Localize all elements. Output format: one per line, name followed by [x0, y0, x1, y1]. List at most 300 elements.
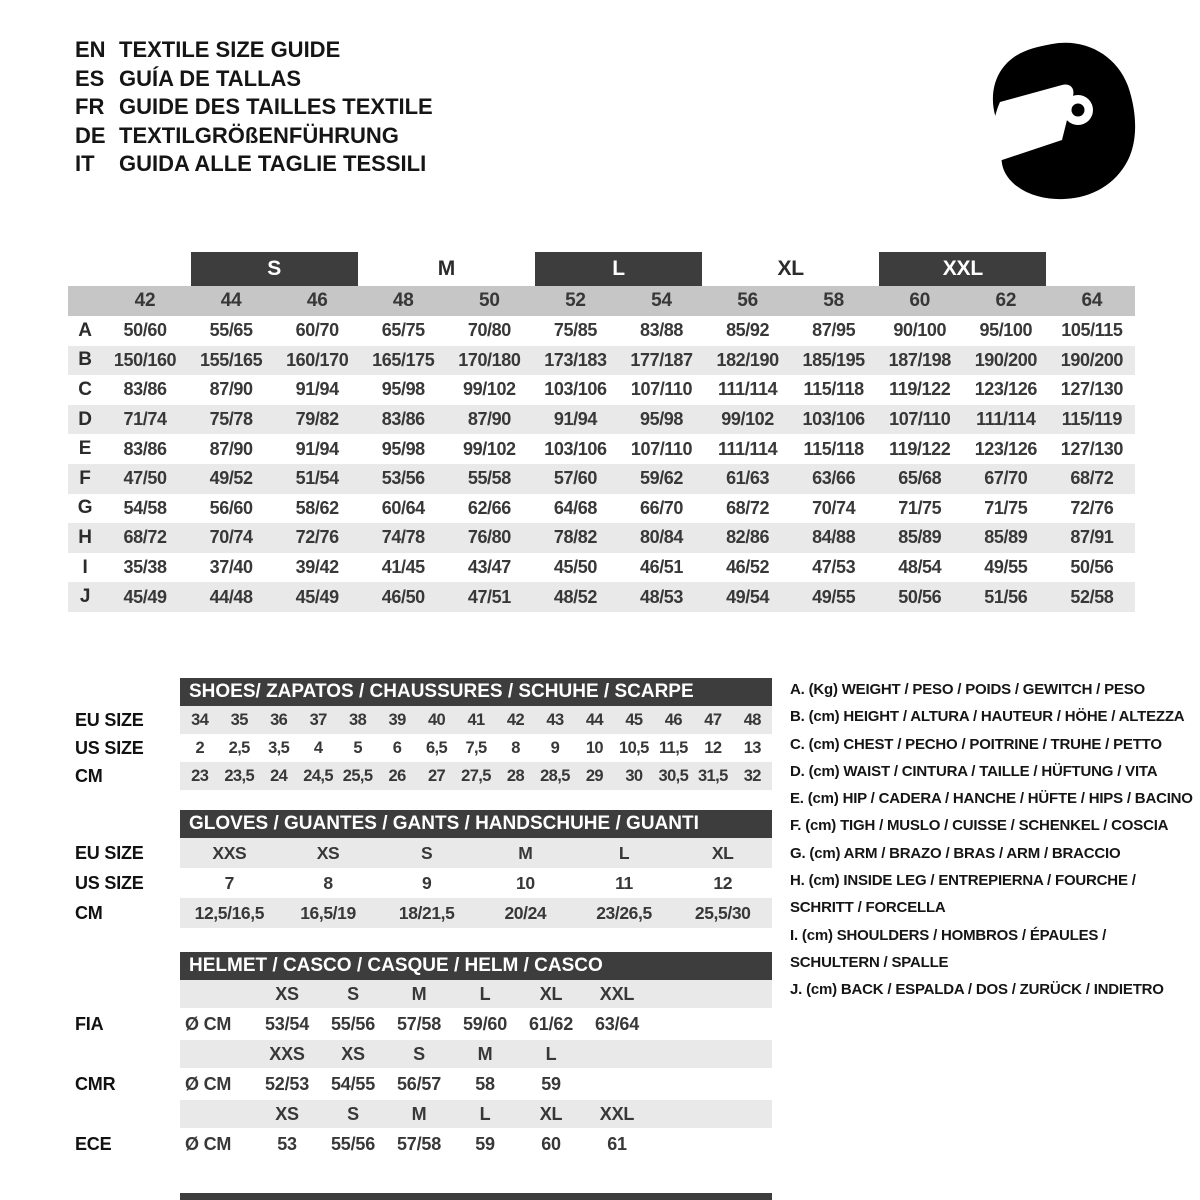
size-value: 23/26,5 [596, 902, 652, 923]
gloves-band [180, 838, 772, 868]
legend-item [790, 840, 1192, 867]
measure-value: 111/114 [717, 379, 778, 400]
row-label: CM [75, 765, 103, 786]
measure-value: 61/63 [726, 468, 770, 489]
numeric-size: 46 [306, 290, 328, 311]
helmet-size: M [411, 983, 427, 1004]
measure-value: 177/187 [630, 349, 693, 370]
section-label-spacer [68, 952, 180, 980]
measure-value: 47/51 [467, 586, 511, 607]
measure-row-d [68, 405, 1135, 435]
measure-row-c [68, 375, 1135, 405]
language-title: GUÍA DE TALLAS [119, 65, 302, 91]
measurement-legend [790, 676, 1192, 1004]
row-letter: B [78, 349, 92, 371]
measure-value: 63/66 [812, 468, 856, 489]
measure-value: 155/165 [199, 349, 263, 370]
helmet-size: L [545, 1043, 557, 1064]
measure-value: 127/130 [1060, 438, 1124, 459]
measure-value: 48/53 [639, 586, 684, 607]
helmet-value: 52/53 [264, 1073, 310, 1094]
helmet-size: M [477, 1043, 493, 1064]
legend-line: H. (cm) INSIDE LEG / ENTREPIERNA / FOURCHE / [790, 872, 1136, 890]
measure-value: 115/119 [1061, 409, 1123, 430]
size-value: 34 [191, 710, 209, 729]
size-value: 47 [704, 710, 722, 729]
measure-value: 87/90 [209, 438, 253, 459]
measure-value: 74/78 [381, 527, 425, 548]
size-value: 12,5/16,5 [194, 902, 265, 923]
numeric-size: 50 [478, 290, 500, 311]
measure-value: 107/110 [630, 438, 693, 459]
helmet-size: L [479, 983, 491, 1004]
size-value: 8 [511, 738, 520, 757]
row-label: EU SIZE [75, 842, 144, 863]
size-value: 12 [713, 872, 733, 893]
legend-item [790, 785, 1192, 812]
helmet-value-band [180, 1068, 772, 1100]
measure-value: 107/110 [889, 409, 951, 430]
size-group-xxl: XXL [879, 252, 1046, 286]
row-label-spacer [68, 1100, 180, 1128]
row-letter: C [78, 378, 92, 400]
measure-value: 68/72 [726, 497, 770, 518]
size-value: 30 [625, 766, 643, 785]
size-value: 9 [422, 872, 432, 893]
legend-item [790, 731, 1192, 758]
size-value: 4 [313, 738, 323, 757]
size-value: 31,5 [697, 766, 728, 785]
helmet-value: 56/57 [396, 1073, 442, 1094]
size-value: 6,5 [425, 738, 448, 757]
helmet-value-band [180, 1128, 772, 1160]
measure-value: 50/56 [898, 586, 942, 607]
row-letter: A [78, 319, 92, 341]
legend-line: SCHRITT / FORCELLA [790, 899, 946, 917]
shoes-band [180, 734, 772, 762]
measure-value: 182/190 [716, 349, 779, 370]
measure-value: 111/114 [976, 409, 1036, 430]
numeric-size: 62 [995, 290, 1017, 311]
helmet-value: 58 [475, 1073, 495, 1094]
language-title: GUIDA ALLE TAGLIE TESSILI [119, 151, 427, 176]
helmet-size-row [68, 1100, 1135, 1128]
measure-value: 68/72 [123, 527, 167, 548]
measure-value: 105/115 [1061, 320, 1123, 341]
helmet-size-band [180, 980, 772, 1008]
measure-value: 65/68 [898, 468, 942, 489]
helmet-value: 53 [277, 1133, 297, 1154]
measure-value: 83/86 [123, 379, 167, 400]
size-value: 39 [388, 710, 406, 729]
language-title: TEXTILE SIZE GUIDE [119, 37, 341, 62]
size-group-row [68, 252, 1135, 286]
row-letter: D [78, 408, 92, 430]
measure-value: 70/80 [467, 320, 511, 341]
measure-value: 71/74 [123, 409, 167, 430]
size-value: 10,5 [619, 738, 649, 757]
measure-value: 67/70 [984, 468, 1028, 489]
language-row [75, 93, 433, 122]
measure-value: 51/54 [295, 468, 339, 489]
numeric-size: 42 [134, 290, 156, 311]
measure-value: 115/118 [803, 438, 864, 459]
measure-value: 47/50 [123, 468, 167, 489]
size-value: 2,5 [228, 738, 250, 757]
shoes-band [180, 762, 772, 790]
language-header [75, 36, 433, 179]
legend-line: F. (cm) TIGH / MUSLO / CUISSE / SCHENKEL / COSCIA [790, 817, 1169, 835]
size-value: 18/21,5 [398, 902, 455, 923]
language-row [75, 36, 433, 65]
measure-value: 99/102 [463, 379, 516, 400]
helmet-value: 54/55 [330, 1073, 376, 1094]
legend-line: B. (cm) HEIGHT / ALTURA / HAUTEUR / HÖHE / ALTEZZA [790, 708, 1185, 726]
measure-value: 60/64 [381, 497, 425, 518]
size-value: 42 [506, 710, 525, 729]
size-value: 44 [585, 710, 603, 729]
row-letter: H [78, 526, 92, 548]
cutoff-section-bar [180, 1193, 772, 1200]
size-value: 35 [230, 710, 248, 729]
measure-row-i [68, 553, 1135, 583]
measure-value: 190/200 [974, 349, 1037, 370]
shoes-title-bar: SHOES/ ZAPATOS / CHAUSSURES / SCHUHE / SCARPE [180, 678, 772, 706]
group-spacer [1051, 252, 1135, 286]
measure-value: 48/52 [553, 586, 597, 607]
measure-value: 119/122 [889, 438, 951, 459]
measure-value: 99/102 [463, 438, 516, 459]
measure-row-f [68, 464, 1135, 494]
helmet-value: 60 [541, 1133, 561, 1154]
helmet-size-band [180, 1100, 772, 1128]
measure-value: 44/48 [209, 586, 253, 607]
size-group-xl: XL [777, 257, 804, 280]
measure-value: 35/38 [123, 557, 167, 578]
helmet-value: 63/64 [594, 1013, 640, 1034]
size-value: 13 [743, 738, 761, 757]
measure-value: 39/42 [295, 557, 339, 578]
measure-value: 46/50 [381, 586, 425, 607]
measure-row-h [68, 523, 1135, 553]
numeric-size-row [68, 286, 1135, 316]
measure-value: 160/170 [286, 349, 349, 370]
measure-value: 85/92 [726, 320, 770, 341]
shoes-band [180, 706, 772, 734]
size-group-s: S [191, 252, 358, 286]
row-label-spacer [68, 286, 102, 316]
helmet-size: XS [341, 1043, 365, 1064]
row-letter: G [77, 497, 93, 519]
size-value: 8 [323, 872, 333, 893]
helmet-value: 57/58 [396, 1013, 442, 1034]
measure-value: 123/126 [974, 379, 1037, 400]
size-value: 27 [427, 766, 446, 785]
measure-value: 59/62 [639, 468, 684, 489]
measure-value: 70/74 [812, 497, 856, 518]
size-value: 37 [309, 710, 327, 729]
measure-value: 49/55 [984, 557, 1028, 578]
standard-label: FIA [75, 1013, 104, 1034]
numeric-size: 52 [565, 290, 586, 311]
size-value: 2 [195, 738, 205, 757]
helmet-size: S [347, 983, 359, 1004]
measure-value: 76/80 [467, 527, 511, 548]
measure-value: 41/45 [381, 557, 425, 578]
legend-line: I. (cm) SHOULDERS / HOMBROS / ÉPAULES / [790, 926, 1107, 944]
helmet-value-band [180, 1008, 772, 1040]
measure-value: 85/89 [898, 527, 942, 548]
measure-value: 64/68 [553, 497, 597, 518]
helmet-size: XXL [599, 983, 635, 1004]
helmet-size: S [413, 1043, 425, 1064]
size-value: 6 [392, 738, 402, 757]
size-value: XXS [212, 842, 247, 863]
language-row [75, 150, 433, 179]
gloves-band [180, 868, 772, 898]
measure-value: 54/58 [123, 497, 167, 518]
row-label-spacer [68, 1040, 180, 1068]
size-value: 7 [224, 872, 234, 893]
measure-value: 91/94 [553, 409, 597, 430]
measure-value: 37/40 [209, 557, 253, 578]
measure-value: 52/58 [1070, 586, 1114, 607]
measure-row-a [68, 316, 1135, 346]
measure-value: 48/54 [898, 557, 942, 578]
measure-value: 99/102 [721, 409, 774, 430]
measure-value: 185/195 [802, 349, 865, 370]
size-value: M [518, 842, 533, 863]
row-label-spacer [68, 980, 180, 1008]
helmet-value: 59 [541, 1073, 561, 1094]
size-group-m: M [437, 257, 455, 280]
measure-value: 119/122 [889, 379, 951, 400]
measure-value: 87/95 [812, 320, 856, 341]
measure-value: 173/183 [544, 349, 607, 370]
helmet-size: XL [539, 1103, 563, 1124]
language-title: GUIDE DES TAILLES TEXTILE [119, 94, 433, 119]
helmet-size: XXL [599, 1103, 635, 1124]
helmet-title-bar: HELMET / CASCO / CASQUE / HELM / CASCO [180, 952, 772, 980]
unit-label: Ø CM [185, 1073, 232, 1094]
size-value: S [421, 842, 433, 863]
measure-value: 71/75 [984, 497, 1028, 518]
measure-value: 95/98 [639, 409, 684, 430]
measure-value: 72/76 [295, 527, 339, 548]
size-value: 23,5 [224, 766, 255, 785]
numeric-size: 48 [392, 290, 414, 311]
measure-value: 115/118 [803, 379, 864, 400]
measure-value: 83/86 [123, 438, 167, 459]
measure-value: 49/52 [209, 468, 253, 489]
row-letter: I [82, 556, 88, 578]
measure-value: 187/198 [888, 349, 951, 370]
legend-line: SCHULTERN / SPALLE [790, 953, 949, 971]
measure-value: 53/56 [381, 468, 425, 489]
helmet-size: M [411, 1103, 427, 1124]
measure-row-j [68, 582, 1135, 612]
size-value: 16,5/19 [300, 902, 356, 923]
helmet-size-band [180, 1040, 772, 1068]
measure-value: 60/70 [295, 320, 339, 341]
measure-value: 190/200 [1060, 349, 1124, 370]
language-code: FR [75, 94, 105, 119]
legend-line: A. (Kg) WEIGHT / PESO / POIDS / GEWITCH / PESO [790, 681, 1145, 698]
measure-value: 170/180 [458, 349, 521, 370]
size-value: 25,5/30 [694, 902, 751, 923]
measure-value: 87/91 [1070, 527, 1114, 548]
helmet-size: XS [275, 983, 299, 1004]
row-letter: E [78, 438, 92, 460]
row-label-spacer [68, 252, 102, 286]
legend-item [790, 867, 1192, 922]
size-value: 24,5 [303, 766, 333, 785]
measure-value: 123/126 [974, 438, 1037, 459]
legend-item [790, 676, 1192, 703]
numeric-size: 54 [651, 290, 672, 311]
measure-value: 50/60 [123, 320, 167, 341]
garment-size-table [68, 252, 1135, 612]
helmet-value: 61 [607, 1133, 627, 1154]
helmet-size-row [68, 1040, 1135, 1068]
helmet-size: XL [539, 983, 563, 1004]
measure-value: 55/65 [209, 320, 253, 341]
size-value: 40 [427, 710, 446, 729]
measure-value: 43/47 [467, 557, 511, 578]
size-value: 30,5 [658, 766, 689, 785]
measure-value: 55/58 [467, 468, 511, 489]
measure-row-e [68, 434, 1135, 464]
helmet-size: S [347, 1103, 359, 1124]
helmet-value: 57/58 [396, 1133, 442, 1154]
size-value: 24 [270, 766, 288, 785]
size-value: 36 [270, 710, 288, 729]
language-row [75, 65, 433, 94]
measure-value: 78/82 [553, 527, 597, 548]
measure-value: 82/86 [726, 527, 770, 548]
group-spacer [102, 252, 186, 286]
size-value: XL [711, 842, 734, 863]
size-value: L [618, 842, 630, 863]
size-value: 27,5 [461, 766, 491, 785]
size-value: 5 [353, 738, 362, 757]
helmet-value: 53/54 [264, 1013, 310, 1034]
legend-line: C. (cm) CHEST / PECHO / POITRINE / TRUHE / PETTO [790, 735, 1162, 753]
legend-line: G. (cm) ARM / BRAZO / BRAS / ARM / BRACCIO [790, 844, 1121, 862]
measure-value: 57/60 [553, 468, 597, 489]
measure-value: 87/90 [467, 409, 511, 430]
measure-value: 111/114 [717, 438, 778, 459]
legend-line: J. (cm) BACK / ESPALDA / DOS / ZURÜCK / INDIETRO [790, 981, 1164, 999]
measure-value: 65/75 [381, 320, 425, 341]
helmet-value-row [68, 1068, 1135, 1100]
language-row [75, 122, 433, 151]
row-label: US SIZE [75, 737, 144, 758]
size-value: 28,5 [540, 766, 570, 785]
size-value: 20/24 [504, 902, 547, 923]
measure-row-b [68, 346, 1135, 376]
size-value: 26 [388, 766, 406, 785]
measure-value: 79/82 [295, 409, 339, 430]
measure-value: 95/100 [979, 320, 1033, 341]
size-value: XS [316, 842, 340, 863]
row-letter: F [79, 467, 91, 489]
numeric-size: 56 [737, 290, 758, 311]
legend-item [790, 812, 1192, 839]
legend-line: D. (cm) WAIST / CINTURA / TAILLE / HÜFTUNG / VITA [790, 762, 1158, 780]
measure-value: 51/56 [984, 586, 1028, 607]
numeric-size: 60 [909, 290, 931, 311]
gloves-title-bar: GLOVES / GUANTES / GANTS / HANDSCHUHE / GUANTI [180, 810, 772, 838]
helmet-size: XXS [269, 1043, 305, 1064]
size-value: 38 [349, 710, 367, 729]
size-value: 25,5 [342, 766, 373, 785]
legend-item [790, 703, 1192, 730]
size-value: 48 [743, 710, 761, 729]
size-value: 23 [191, 766, 209, 785]
measure-value: 103/106 [544, 379, 607, 400]
size-value: 3,5 [268, 738, 290, 757]
measure-value: 80/84 [639, 527, 684, 548]
measure-value: 49/55 [812, 586, 856, 607]
helmet-value: 55/56 [330, 1133, 376, 1154]
measure-value: 91/94 [295, 438, 339, 459]
measure-value: 45/49 [123, 586, 167, 607]
language-code: IT [75, 151, 95, 176]
row-label: CM [75, 902, 103, 923]
size-value: 7,5 [465, 738, 487, 757]
row-label: EU SIZE [75, 709, 144, 730]
measure-value: 103/106 [544, 438, 607, 459]
language-title: TEXTILGRÖßENFÜHRUNG [119, 122, 399, 148]
measure-value: 70/74 [209, 527, 253, 548]
language-code: DE [75, 122, 106, 148]
helmet-value: 59/60 [462, 1013, 508, 1034]
legend-item [790, 976, 1192, 1003]
measure-value: 58/62 [295, 497, 339, 518]
helmet-icon [978, 40, 1138, 200]
measure-value: 72/76 [1070, 497, 1114, 518]
measure-value: 46/51 [639, 557, 684, 578]
measure-value: 71/75 [898, 497, 942, 518]
measure-value: 47/53 [812, 557, 856, 578]
legend-item [790, 922, 1192, 977]
measure-value: 75/78 [209, 409, 253, 430]
measure-value: 107/110 [630, 379, 693, 400]
size-value: 45 [625, 710, 643, 729]
gloves-band [180, 898, 772, 928]
size-group-l: L [535, 252, 702, 286]
unit-label: Ø CM [185, 1013, 232, 1034]
measure-value: 45/49 [295, 586, 339, 607]
size-value: 11,5 [658, 738, 688, 757]
legend-item [790, 758, 1192, 785]
size-value: 41 [467, 710, 485, 729]
measure-value: 75/85 [553, 320, 597, 341]
section-label-spacer [68, 810, 180, 838]
measure-value: 87/90 [209, 379, 253, 400]
measure-value: 103/106 [802, 409, 865, 430]
measure-value: 46/52 [726, 557, 770, 578]
size-value: 32 [743, 766, 761, 785]
measure-value: 150/160 [113, 349, 177, 370]
measure-value: 68/72 [1070, 468, 1114, 489]
numeric-size: 64 [1081, 290, 1103, 311]
measure-value: 49/54 [726, 586, 770, 607]
visor-pivot-dot [1072, 104, 1085, 117]
measure-value: 91/94 [295, 379, 339, 400]
measure-value: 62/66 [467, 497, 511, 518]
